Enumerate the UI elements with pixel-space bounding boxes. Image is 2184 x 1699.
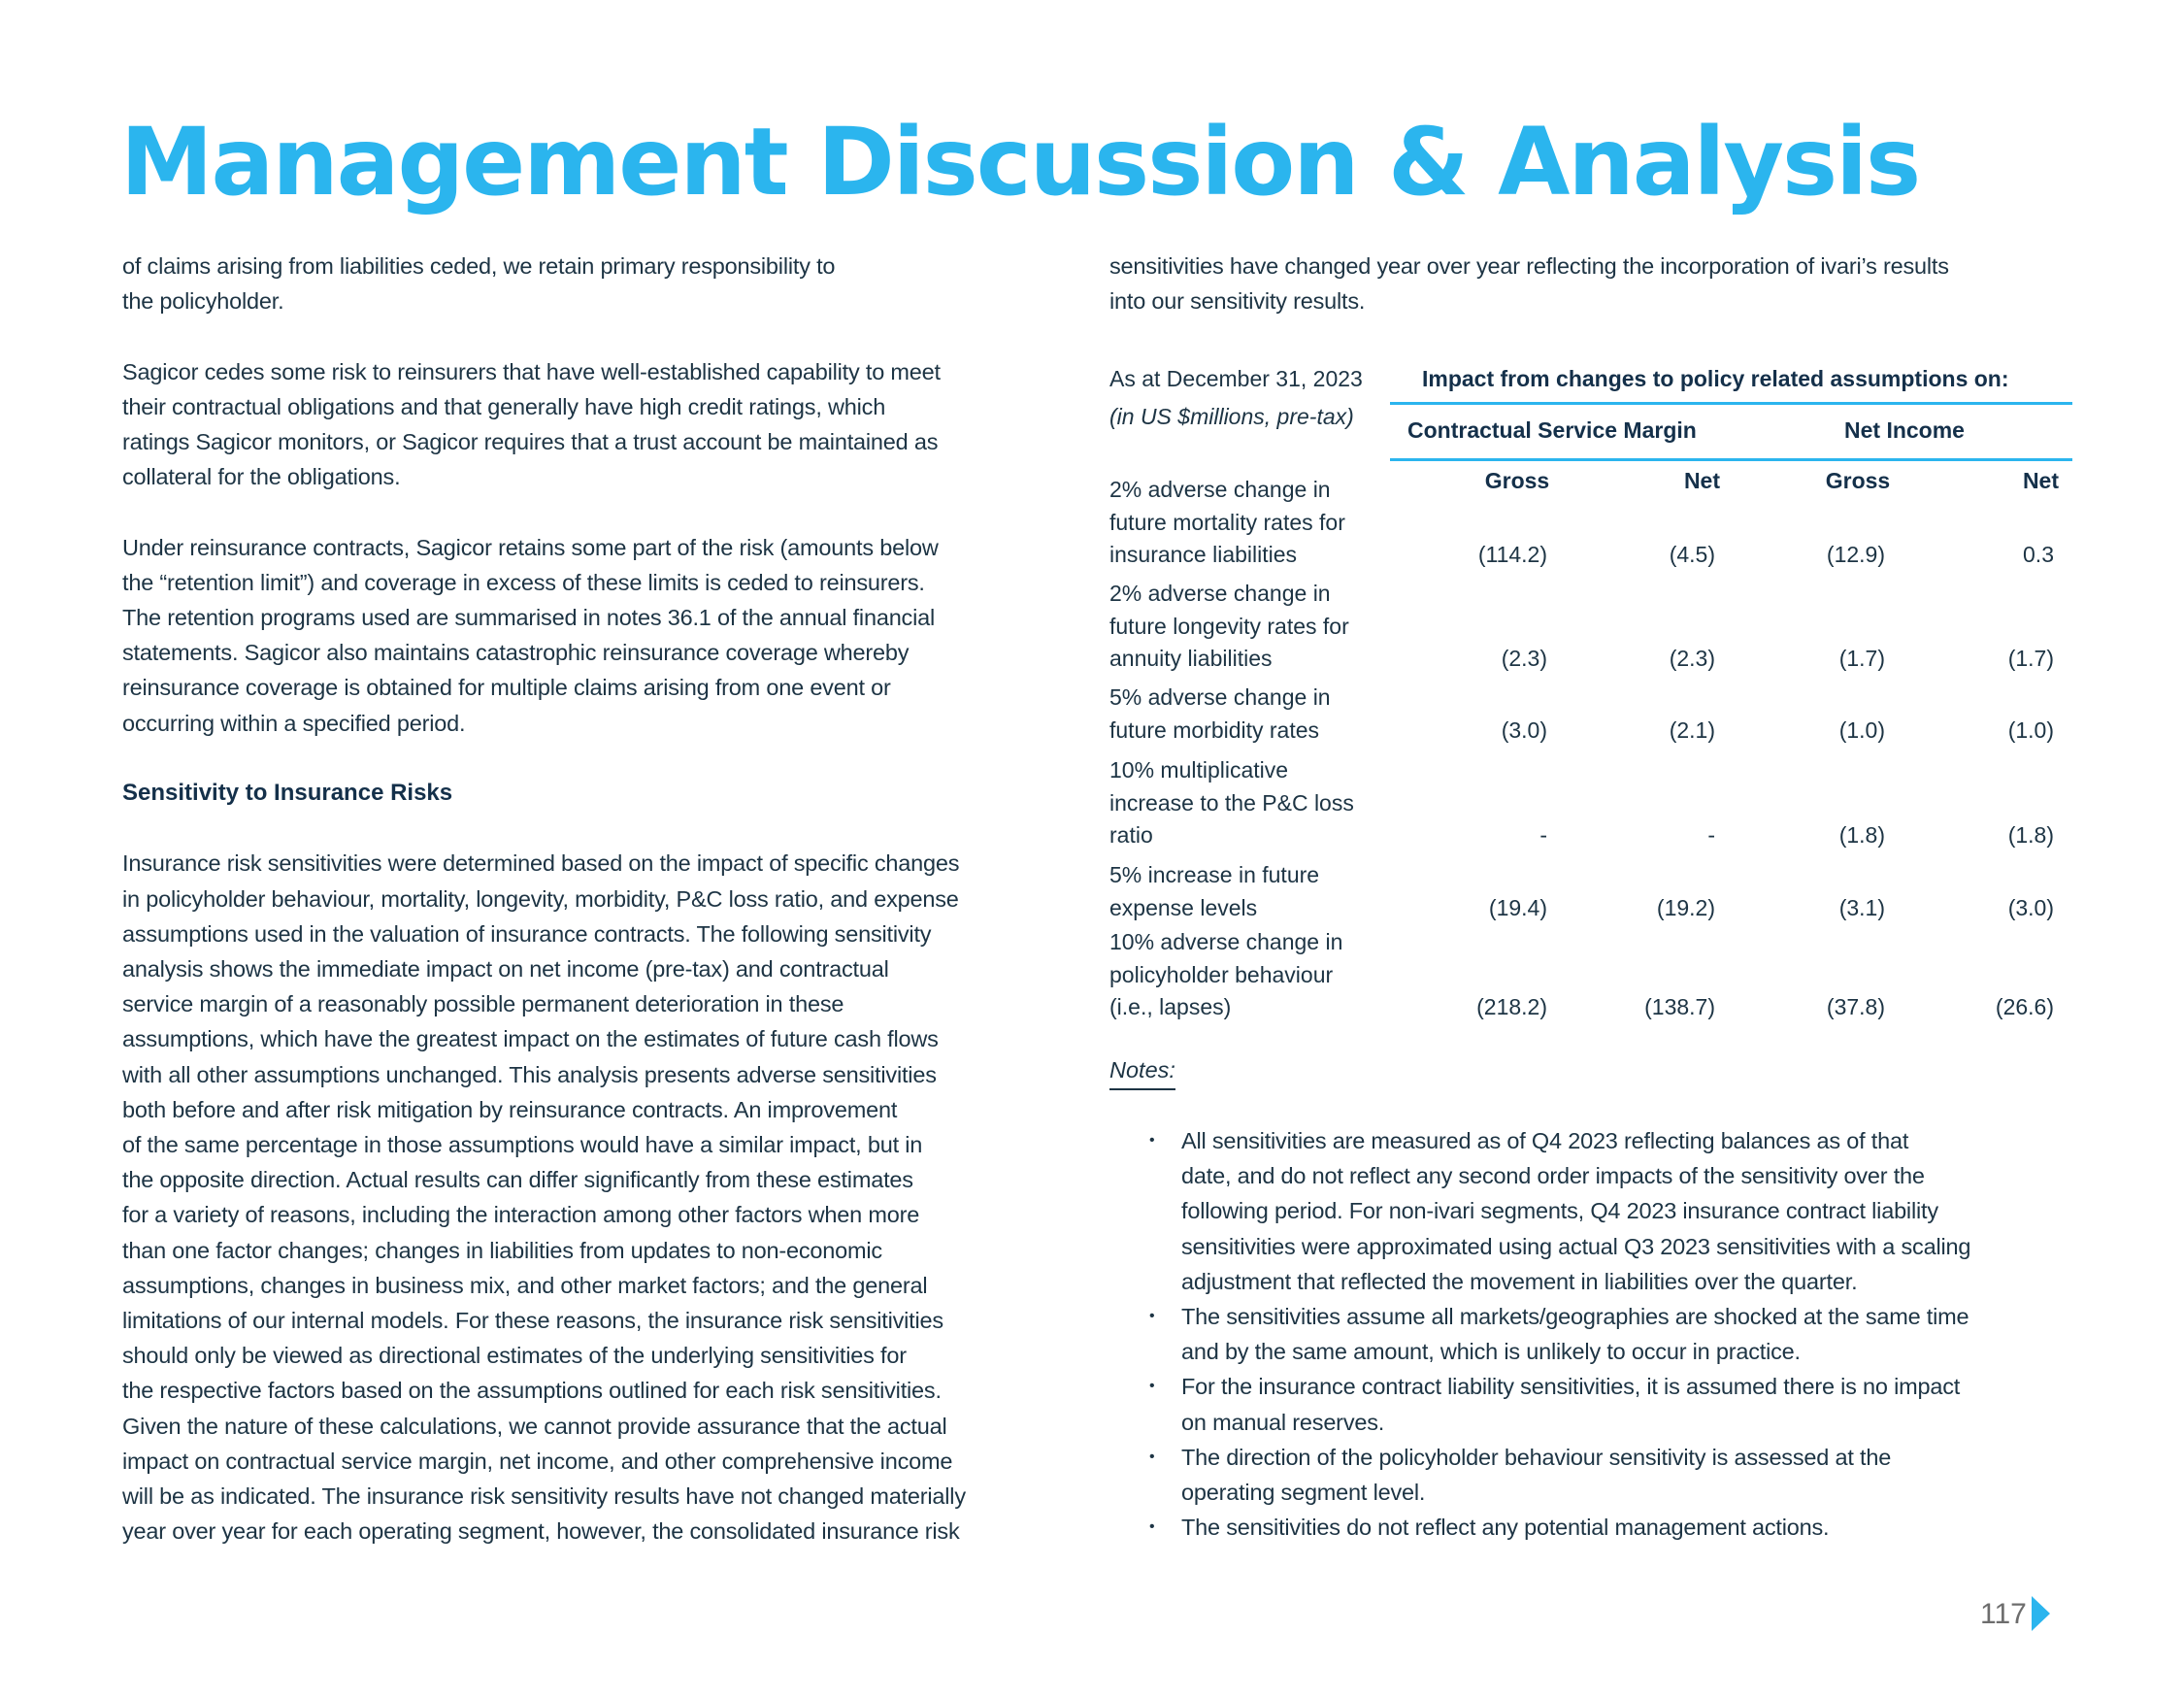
note-line: The sensitivities do not reflect any potential management actions. [1181,1515,1830,1541]
note-item [1142,1369,2083,1439]
subheader-ni-gross: Gross [1825,468,1891,493]
cell-csm-gross: - [1539,822,1547,848]
table-row [1109,926,2075,1024]
table-row [1109,754,2075,852]
text-line: into our sensitivity results. [1109,288,1366,315]
table-as-at-date: As at December 31, 2023 [1109,366,1363,391]
cell-csm-net: (2.1) [1669,716,1715,743]
table-row [1109,682,2075,747]
note-item [1142,1510,2083,1545]
text-line: the respective factors based on the assumptions outlined for each risk sensitivities. [122,1378,942,1404]
cell-csm-net: (4.5) [1669,542,1715,567]
subheader-csm-net: Net [1683,468,1720,493]
cell-csm-gross: (19.4) [1488,894,1547,920]
text-line: the “retention limit”) and coverage in excess of these limits is ceded to reinsurers. [122,569,925,595]
text-line: reinsurance coverage is obtained for multiple claims arising from one event or [122,675,891,701]
subheader-ni-net: Net [2022,468,2059,493]
text-line: of the same percentage in those assumptions would have a similar impact, but in [122,1132,923,1158]
note-line: The direction of the policyholder behaviour sensitivity is assessed at the [1181,1444,1892,1470]
text-line: The retention programs used are summarised in notes 36.1 of the annual financial [122,605,936,630]
right-column-intro [1109,249,2075,354]
row-label-line: 10% multiplicative [1109,757,1289,783]
note-item [1142,1123,2083,1299]
text-line: the opposite direction. Actual results can differ significantly from these estimates [122,1167,913,1193]
cell-csm-net: - [1707,822,1715,848]
bullet-icon: • [1149,1448,1155,1465]
text-line: Insurance risk sensitivities were determined based on the impact of specific changes [122,850,960,877]
text-line: limitations of our internal models. For these reasons, the insurance risk sensitivities [122,1308,943,1334]
cell-csm-net: (2.3) [1669,646,1715,671]
text-line: for a variety of reasons, including the interaction among other factors when more [122,1202,920,1228]
cell-ni-gross: (37.8) [1826,994,1885,1019]
text-line: Given the nature of these calculations, we cannot provide assurance that the actual [122,1413,947,1439]
text-line: with all other assumptions unchanged. This analysis presents adverse sensitivities [122,1061,937,1087]
row-label [1109,754,1410,852]
triangle-right-icon[interactable] [2032,1596,2050,1631]
table-row [1109,578,2075,676]
note-line: operating segment level. [1181,1480,1426,1506]
note-line: adjustment that reflected the movement in liabilities over the quarter. [1181,1268,1858,1294]
table-impact-header: Impact from changes to policy related assumptions on: [1422,366,2009,391]
note-line: and by the same amount, which is unlikely to occur in practice. [1181,1339,1801,1365]
paragraph-sensitivity [122,846,1083,1549]
note-line: The sensitivities assume all markets/geographies are shocked at the same time [1181,1304,1969,1330]
left-column [122,249,1083,1584]
text-line: sensitivities have changed year over year reflecting the incorporation of ivari’s results [1109,253,1949,279]
text-line: should only be viewed as directional estimates of the underlying sensitivities for [122,1343,907,1369]
cell-ni-gross: (1.0) [1838,716,1885,743]
row-label [1109,682,1410,747]
note-line: following period. For non-ivari segments, Q4 2023 insurance contract liability [1181,1198,1938,1224]
text-line: collateral for the obligations. [122,464,401,490]
cell-ni-net: (26.6) [1995,994,2054,1019]
note-item [1142,1440,2083,1510]
text-line: of claims arising from liabilities ceded, we retain primary responsibility to [122,253,836,279]
bullet-icon: • [1149,1378,1155,1395]
group-header-csm: Contractual Service Margin [1407,417,1697,443]
cell-csm-gross: (2.3) [1501,646,1547,671]
cell-ni-gross: (3.1) [1838,894,1885,920]
cell-ni-gross: (1.8) [1838,822,1885,848]
row-label [1109,859,1410,924]
cell-ni-gross: (12.9) [1826,542,1885,567]
row-label-line: (i.e., lapses) [1109,994,1232,1019]
cell-csm-net: (138.7) [1644,994,1715,1019]
cell-csm-gross: (114.2) [1477,542,1547,567]
row-label-line: expense levels [1109,894,1258,920]
table-units: (in US $millions, pre-tax) [1109,404,1354,429]
cell-csm-net: (19.2) [1656,894,1715,920]
notes-list [1142,1123,2083,1545]
cell-ni-gross: (1.7) [1838,646,1885,671]
note-item [1142,1299,2083,1369]
text-line: year over year for each operating segment, however, the consolidated insurance risk [122,1518,960,1545]
row-label-line: insurance liabilities [1109,542,1298,567]
note-line: For the insurance contract liability sensitivities, it is assumed there is no impact [1181,1374,1961,1400]
row-label [1109,474,1410,572]
paragraph-policyholder-responsibility [122,249,1083,318]
text-line: statements. Sagicor also maintains catastrophic reinsurance coverage whereby [122,640,910,666]
cell-csm-gross: (3.0) [1501,716,1547,743]
table-row [1109,859,2075,924]
cell-ni-net: 0.3 [2023,542,2054,567]
row-label [1109,926,1410,1024]
subheader-csm-gross: Gross [1484,468,1550,493]
text-line: assumptions, which have the greatest impact on the estimates of future cash flows [122,1026,939,1052]
row-label-line: ratio [1109,822,1153,848]
note-line: sensitivities were approximated using actual Q3 2023 sensitivities with a scaling [1181,1233,1971,1259]
text-line: both before and after risk mitigation by reinsurance contracts. An improvement [122,1096,898,1122]
text-line: impact on contractual service margin, net income, and other comprehensive income [122,1448,953,1474]
text-line: in policyholder behaviour, mortality, longevity, morbidity, P&C loss ratio, and expense [122,885,959,912]
paragraph-reinsurance-contracts [122,530,1083,741]
paragraph-ivari [1109,249,2075,318]
group-rule [1390,458,2072,461]
row-label-line: future longevity rates for [1109,613,1349,639]
text-line: their contractual obligations and that generally have high credit ratings, which [122,393,886,419]
row-label-line: policyholder behaviour [1109,961,1334,987]
row-label-line: 5% increase in future [1109,862,1320,887]
paragraph-reinsurers [122,354,1083,495]
sensitivity-table [1109,359,2075,1039]
page-title: Management Discussion & Analysis [120,108,1920,217]
row-label [1109,578,1410,676]
section-heading: Sensitivity to Insurance Risks [122,780,453,806]
text-line: ratings Sagicor monitors, or Sagicor requires that a trust account be maintained as [122,429,939,454]
text-line: Sagicor cedes some risk to reinsurers that have well-established capability to meet [122,358,941,384]
row-label-line: 2% adverse change in [1109,477,1331,502]
cell-ni-net: (3.0) [2007,894,2054,920]
row-label-line: future morbidity rates [1109,716,1320,743]
row-label-line: future mortality rates for [1109,509,1345,535]
cell-ni-net: (1.0) [2007,716,2054,743]
cell-ni-net: (1.8) [2007,822,2054,848]
bullet-icon: • [1149,1308,1155,1325]
row-label-line: 2% adverse change in [1109,581,1331,606]
bullet-icon: • [1149,1132,1155,1149]
text-line: analysis shows the immediate impact on net income (pre-tax) and contractual [122,956,889,982]
row-label-line: annuity liabilities [1109,646,1273,671]
cell-ni-net: (1.7) [2007,646,2054,671]
text-line: occurring within a specified period. [122,710,466,736]
cell-csm-gross: (218.2) [1476,994,1547,1019]
table-row [1109,474,2075,572]
note-line: All sensitivities are measured as of Q4 2023 reflecting balances as of that [1181,1128,1909,1153]
page-number: 117 [1980,1598,2027,1630]
group-header-net-income: Net Income [1844,417,1965,443]
text-line: assumptions, changes in business mix, and other market factors; and the general [122,1272,928,1298]
note-line: on manual reserves. [1181,1409,1385,1435]
bullet-icon: • [1149,1518,1155,1536]
text-line: the policyholder. [122,288,284,315]
text-line: will be as indicated. The insurance risk sensitivity results have not changed materially [122,1483,966,1510]
notes-label: Notes: [1109,1053,1175,1090]
text-line: Under reinsurance contracts, Sagicor retains some part of the risk (amounts below [122,534,939,560]
text-line: assumptions used in the valuation of insurance contracts. The following sensitivity [122,920,932,947]
row-label-line: 5% adverse change in [1109,684,1331,710]
row-label-line: 10% adverse change in [1109,929,1343,954]
text-line: than one factor changes; changes in liabilities from updates to non-economic [122,1237,882,1263]
text-line: service margin of a reasonably possible permanent deterioration in these [122,991,844,1017]
row-label-line: increase to the P&C loss [1109,789,1354,816]
note-line: date, and do not reflect any second order impacts of the sensitivity over the [1181,1163,1925,1189]
